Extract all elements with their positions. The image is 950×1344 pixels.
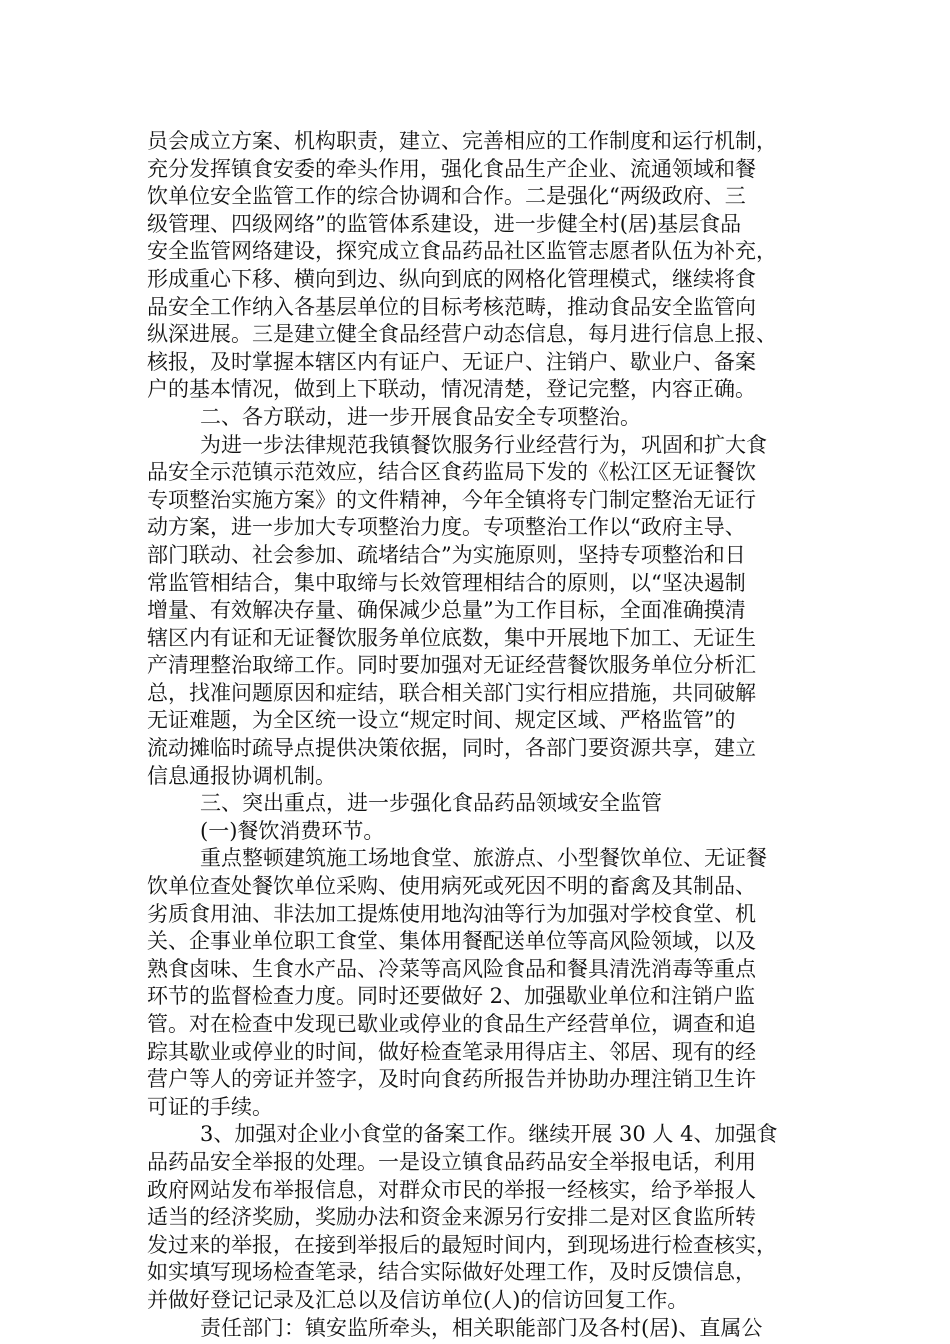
subsection-heading: (一)餐饮消费环节。 xyxy=(200,818,385,843)
body-line: 纵深进展。三是建立健全食品经营户动态信息，每月进行信息上报、 xyxy=(147,322,777,347)
body-line: 部门联动、社会参加、疏堵结合”为实施原则，坚持专项整治和日 xyxy=(147,542,746,567)
body-line: 专项整治实施方案》的文件精神，今年全镇将专门制定整治无证行 xyxy=(147,487,756,512)
paragraph-first-line: 为进一步法律规范我镇餐饮服务行业经营行为，巩固和扩大食 xyxy=(200,432,767,457)
body-line: 动方案，进一步加大专项整治力度。专项整治工作以“政府主导、 xyxy=(147,515,746,540)
body-line: 核报，及时掌握本辖区内有证户、无证户、注销户、歇业户、备案 xyxy=(147,349,756,374)
body-line: 劣质食用油、非法加工提炼使用地沟油等行为加强对学校食堂、机 xyxy=(147,901,756,926)
body-line: 踪其歇业或停业的时间，做好检查笔录用得店主、邻居、现有的经 xyxy=(147,1039,756,1064)
body-line: 产清理整治取缔工作。同时要加强对无证经营餐饮服务单位分析汇 xyxy=(147,653,756,678)
body-line: 员会成立方案、机构职责，建立、完善相应的工作制度和运行机制， xyxy=(147,129,777,153)
body-line: 无证难题，为全区统一设立“规定时间、规定区域、严格监管”的 xyxy=(147,708,736,733)
body-line: 饮单位安全监管工作的综合协调和合作。二是强化“两级政府、三 xyxy=(147,184,746,209)
body-line: 品药品安全举报的处理。一是设立镇食品药品安全举报电话，利用 xyxy=(147,1149,756,1174)
body-line: 关、企事业单位职工食堂、集体用餐配送单位等高风险领域，以及 xyxy=(147,929,756,954)
body-line: 增量、有效解决存量、确保减少总量”为工作目标，全面准确摸清 xyxy=(147,598,746,623)
body-line: 可证的手续。 xyxy=(147,1094,273,1119)
paragraph-first-line: 重点整顿建筑施工场地食堂、旅游点、小型餐饮单位、无证餐 xyxy=(200,846,767,871)
body-line: 形成重心下移、横向到边、纵向到底的网格化管理模式，继续将食 xyxy=(147,266,756,291)
body-line: 管。对在检查中发现已歇业或停业的食品生产经营单位，调查和追 xyxy=(147,1012,756,1036)
body-line: 发过来的举报，在接到举报后的最短时间内，到现场进行检查核实， xyxy=(147,1232,777,1257)
paragraph-first-line: 责任部门：镇安监所牵头，相关职能部门及各村(居)、直属公 xyxy=(200,1315,763,1340)
paragraph-first-line: 3、加强对企业小食堂的备案工作。继续开展 30 人 4、加强食 xyxy=(200,1122,778,1147)
body-line: 营户等人的旁证并签字，及时向食药所报告并协助办理注销卫生许 xyxy=(147,1067,756,1092)
body-line: 政府网站发布举报信息，对群众市民的举报一经核实，给予举报人 xyxy=(147,1177,756,1202)
body-line: 常监管相结合，集中取缔与长效管理相结合的原则，以“坚决遏制 xyxy=(147,570,746,595)
body-line: 辖区内有证和无证餐饮服务单位底数，集中开展地下加工、无证生 xyxy=(147,625,756,650)
body-line: 品安全工作纳入各基层单位的目标考核范畴，推动食品安全监管向 xyxy=(147,294,756,319)
body-line: 信息通报协调机制。 xyxy=(147,763,336,788)
body-line: 环节的监督检查力度。同时还要做好 2、加强歇业单位和注销户监 xyxy=(147,984,756,1009)
section-heading: 二、各方联动，进一步开展食品安全专项整治。 xyxy=(200,404,641,429)
body-line: 总，找准问题原因和症结，联合相关部门实行相应措施，共同破解 xyxy=(147,680,756,705)
body-line: 如实填写现场检查笔录，结合实际做好处理工作，及时反馈信息， xyxy=(147,1260,756,1285)
body-line: 并做好登记记录及汇总以及信访单位(人)的信访回复工作。 xyxy=(147,1287,689,1312)
body-line: 熟食卤味、生食水产品、冷菜等高风险食品和餐具清洗消毒等重点 xyxy=(147,956,756,981)
body-line: 饮单位查处餐饮单位采购、使用病死或死因不明的畜禽及其制品、 xyxy=(147,874,756,899)
body-line: 级管理、四级网络”的监管体系建设，进一步健全村(居)基层食品 xyxy=(147,211,742,236)
section-heading: 三、突出重点，进一步强化食品药品领域安全监管 xyxy=(200,791,662,816)
body-line: 充分发挥镇食安委的牵头作用，强化食品生产企业、流通领域和餐 xyxy=(147,156,756,181)
body-line: 流动摊临时疏导点提供决策依据，同时，各部门要资源共享，建立 xyxy=(147,736,756,761)
body-line: 安全监管网络建设，探究成立食品药品社区监管志愿者队伍为补充， xyxy=(147,239,777,264)
body-line: 户的基本情况，做到上下联动，情况清楚，登记完整，内容正确。 xyxy=(147,377,756,402)
document-body xyxy=(147,128,807,1342)
body-line: 适当的经济奖励，奖励办法和资金来源另行安排二是对区食监所转 xyxy=(147,1205,756,1230)
body-line: 品安全示范镇示范效应，结合区食药监局下发的《松江区无证餐饮 xyxy=(147,460,756,485)
